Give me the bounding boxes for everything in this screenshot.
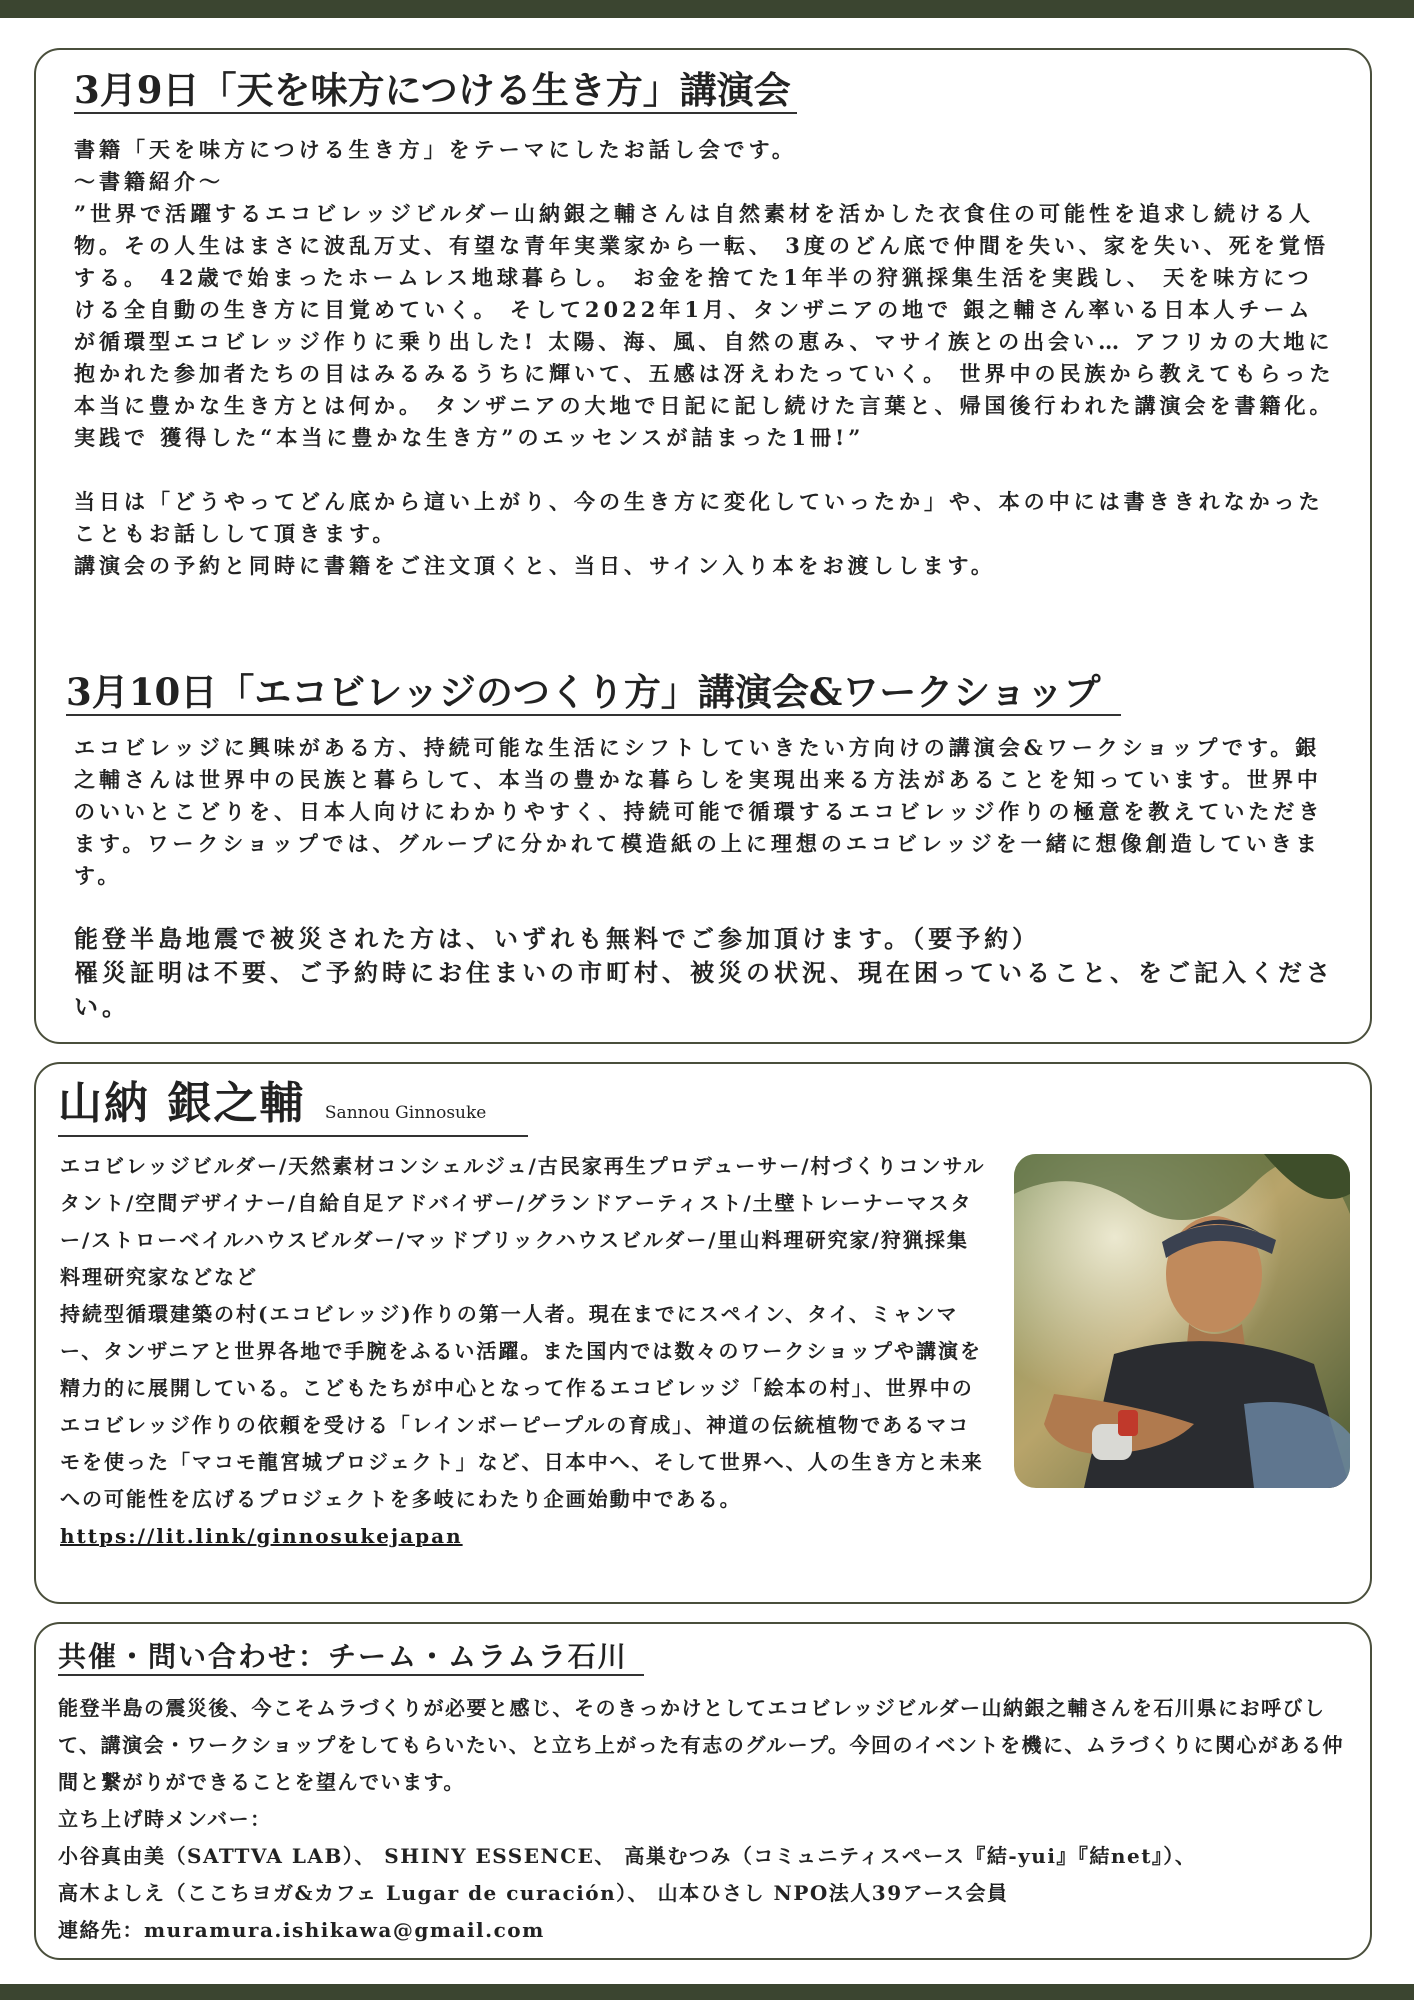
profile-text <box>60 1148 990 1555</box>
bottom-band <box>0 1984 1414 2000</box>
book-text: ”世界で活躍するエコビレッジビルダー山納銀之輔さんは自然素材を活かした衣食住の可能性を追求し続ける人物。その人生はまさに波乱万丈、有望な青年実業家から一転、 3度のどん底で仲間を失い、家を失い、死を覚悟する。 42歳で始まったホームレス地球暮らし。 お金を捨てた1年半の狩猟採集生活を実践し、 天を味方につける全自動の生き方に目覚めていく。 そして2022年1月、タンザニアの地で 銀之輔さん率いる日本人チームが循環型エコビレッジ作りに乗り出した! 太陽、海、風、自然の恵み、マサイ族との出会い… アフリカの大地に抱かれた参加者たちの目はみるみるうちに輝いて、五感は冴えわたっていく。 世界中の民族から教えてもらった本当に豊かな生き方とは何か。 タンザニアの大地で日記に記し続けた言葉と、帰国後行われた講演会を書籍化。 実践で 獲得した“本当に豊かな生き方”のエッセンスが詰まった1冊!” <box>74 201 1335 450</box>
organizer-body <box>58 1690 1358 1949</box>
members-line-2: 高木よしえ（ここちヨガ&カフェ Lugar de curación）、 山本ひさし NPO法人39アース会員 <box>58 1881 1009 1905</box>
notice-registration: 罹災証明は不要、ご予約時にお住まいの市町村、被災の状況、現在困っていること、をご記入ください。 <box>74 958 1334 1021</box>
members-line-1: 小谷真由美（SATTVA LAB）、 SHINY ESSENCE、 高巣むつみ（コミュニティスペース『結-yui』『結net』）、 <box>58 1844 1197 1868</box>
event1-description <box>74 134 1336 582</box>
contact-email[interactable]: 連絡先：muramura.ishikawa@gmail.com <box>58 1918 545 1942</box>
profile-heading <box>58 1078 528 1137</box>
members-label: 立ち上げ時メンバー： <box>58 1807 272 1831</box>
events-section <box>34 48 1372 1044</box>
event1-intro: 書籍「天を味方につける生き方」をテーマにしたお話し会です。 <box>74 137 797 162</box>
event2-description: エコビレッジに興味がある方、持続可能な生活にシフトしていきたい方向けの講演会&ワークショップです。銀之輔さんは世界中の民族と暮らして、本当の豊かな暮らしを実現出来る方法があることを知っています。世界中のいいとこどりを、日本人向けにわかりやすく、持続可能で循環するエコビレッジ作りの極意を教えていただきます。ワークショップでは、グループに分かれて模造紙の上に理想のエコビレッジを一緒に想像創造していきます。 <box>74 735 1324 888</box>
book-heading: 〜書籍紹介〜 <box>74 169 224 194</box>
signing-text: 講演会の予約と同時に書籍をご注文頂くと、当日、サイン入り本をお渡しします。 <box>74 553 996 578</box>
profile-titles: エコビレッジビルダー/天然素材コンシェルジュ/古民家再生プロデューサー/村づくりコンサルタント/空間デザイナー/自給自足アドバイザー/グランドアーティスト/土壁トレーナーマスター/ストローベイルハウスビルダー/マッドブリックハウスビルダー/里山料理研究家/狩猟採集料理研究家などなど <box>60 1154 986 1289</box>
event1-title: 3月9日「天を味方につける生き方」講演会 <box>74 68 797 114</box>
profile-name-romaji: Sannou Ginnosuke <box>324 1103 487 1123</box>
notice-free: 能登半島地震で被災された方は、いずれも無料でご参加頂けます。（要予約） <box>74 924 1041 953</box>
top-band <box>0 0 1414 18</box>
organizer-text: 能登半島の震災後、今こそムラづくりが必要と感じ、そのきっかけとしてエコビレッジビルダー山納銀之輔さんを石川県にお呼びして、講演会・ワークショップをしてもらいたい、と立ち上がった有志のグループ。今回のイベントを機に、ムラづくりに関心がある仲間と繋がりができることを望んでいます。 <box>58 1696 1344 1794</box>
profile-link[interactable]: https://lit.link/ginnosukejapan <box>60 1524 463 1548</box>
disaster-notice <box>74 922 1336 1024</box>
organizer-title: 共催・問い合わせ：チーム・ムラムラ石川 <box>58 1640 644 1676</box>
profile-name: 山納 銀之輔 <box>58 1078 306 1129</box>
organizer-section <box>34 1622 1372 1960</box>
profile-photo <box>1014 1154 1350 1488</box>
event1-day-text: 当日は「どうやってどん底から這い上がり、今の生き方に変化していったか」や、本の中には書ききれなかったこともお話しして頂きます。 <box>74 489 1324 546</box>
profile-section <box>34 1062 1372 1604</box>
event2-title: 3月10日「エコビレッジのつくり方」講演会&ワークショップ <box>66 670 1121 716</box>
portrait-image <box>1014 1154 1350 1488</box>
profile-bio: 持続型循環建築の村(エコビレッジ)作りの第一人者。現在までにスペイン、タイ、ミャンマー、タンザニアと世界各地で手腕をふるい活躍。また国内では数々のワークショップや講演を精力的に展開している。こどもたちが中心となって作るエコビレッジ「絵本の村」、世界中のエコビレッジ作りの依頼を受ける「レインボーピープルの育成」、神道の伝統植物であるマコモを使った「マコモ龍宮城プロジェクト」など、日本中へ、そして世界へ、人の生き方と未来への可能性を広げるプロジェクトを多岐にわたり企画始動中である。 <box>60 1302 984 1511</box>
